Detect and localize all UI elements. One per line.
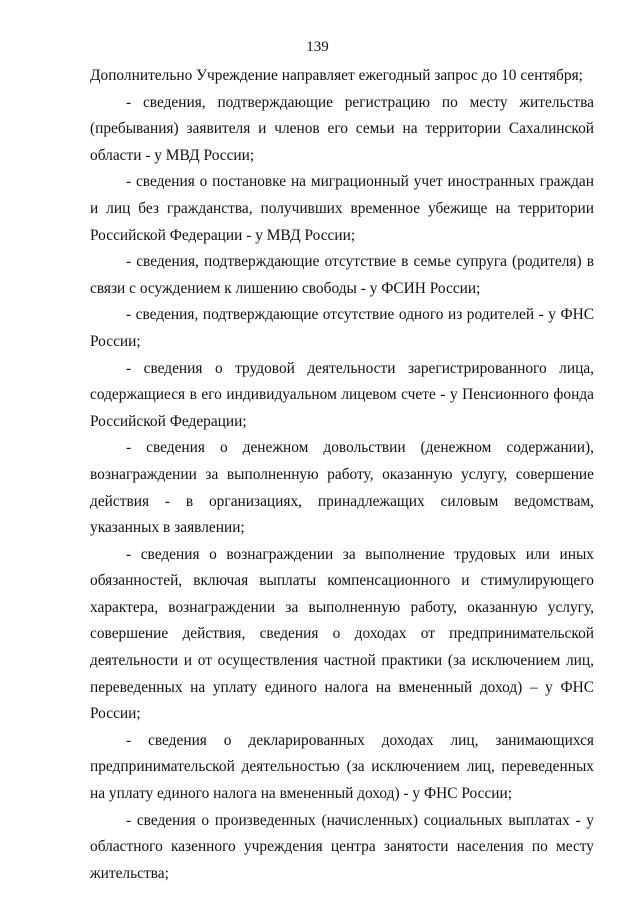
paragraph-intro: Дополнительно Учреждение направляет ежегодный запрос до 10 сентября; [90,67,583,84]
paragraph-item: - сведения, подтверждающие отсутствие одного из родителей - у ФНС России; [90,306,594,350]
paragraph-item: - сведения о постановке на миграционный учет иностранных граждан и лиц без гражданства, получивших временное убежище на территории Российской Федерации - у МВД России; [90,173,594,244]
paragraph-item: - сведения о денежном довольствии (денежном содержании), вознаграждении за выполненную работу, оказанную услугу, совершение действия - в организациях, принадлежащих силовым ведомствам, указанных в заявлении; [90,439,594,537]
paragraph-item: - сведения о произведенных (начисленных) социальных выплатах - у областного казенного учреждения центра занятости населения по месту жительства; [90,811,594,882]
paragraph-item: - сведения о декларированных доходах лиц, занимающихся предпринимательской деятельностью (за исключением лиц, переведенных на уплату единого налога на вмененный доход) - у ФНС России; [90,731,594,803]
paragraph-item: - сведения, подтверждающие регистрацию по месту жительства (пребывания) заявителя и членов его семьи на территории Сахалинской области - у МВД России; [90,93,594,164]
document-body [90,63,594,887]
paragraph-item: - сведения, подтверждающие отсутствие в семье супруга (родителя) в связи с осуждением к лишению свободы - у ФСИН России; [90,253,594,297]
paragraph-item: - сведения о трудовой деятельности зарегистрированного лица, содержащиеся в его индивидуальном лицевом счете - у Пенсионного фонда Российской Федерации; [90,359,594,430]
paragraph-item: - сведения о вознаграждении за выполнение трудовых или иных обязанностей, включая выплаты компенсационного и стимулирующего характера, вознаграждении за выполненную работу, оказанную услугу, совершение действия, сведения о доходах от предпринимательской деятельности и от осуществления частной практики (за исключением лиц, переведенных на уплату единого налога на вмененный доход) – у ФНС России; [90,545,594,723]
page-number: 139 [306,39,329,55]
